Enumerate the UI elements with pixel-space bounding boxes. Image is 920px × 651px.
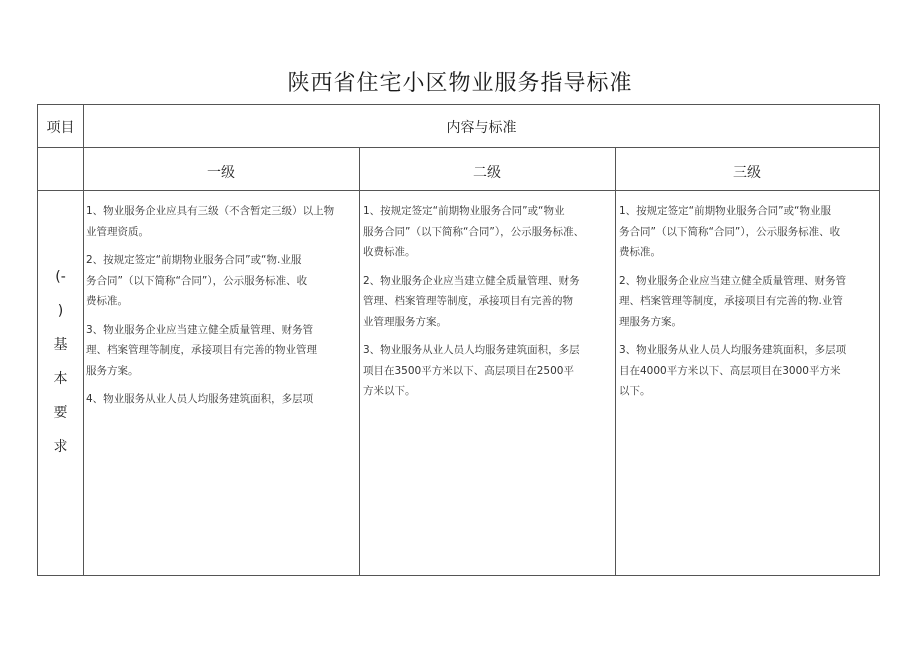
list-item <box>363 201 613 263</box>
text-line: 理、档案管理等制度，承接项目有完善的物.业管 <box>619 295 843 307</box>
list-item <box>619 271 877 333</box>
level3-content <box>619 201 877 410</box>
text-line: 理、档案管理等制度，承接项目有完善的物业管理 <box>86 344 317 356</box>
text-line: 以下。 <box>619 385 651 397</box>
list-item <box>86 320 356 382</box>
col-divider-level2 <box>615 147 616 575</box>
level2-content <box>363 201 613 410</box>
text-line: 费标准。 <box>86 295 128 307</box>
standards-table <box>37 104 880 576</box>
text-line: 费标准。 <box>619 246 661 258</box>
list-item <box>86 201 356 242</box>
header-level-1: 一级 <box>207 165 235 181</box>
text-line: 2、按规定签定“前期物业服务合同”或“物.业服 <box>86 254 302 266</box>
section-label-line: 求 <box>53 439 68 455</box>
text-line: 目在4000平方米以下、高层项目在3000平方米 <box>619 364 841 377</box>
text-line: 务合同”（以下简称“合同”），公示服务标准、收 <box>619 225 841 238</box>
text-line: 业管理资质。 <box>86 225 149 238</box>
text-line: 收费标准。 <box>363 246 416 258</box>
text-line: 4、物业服务从业人员人均服务建筑面积，多层项 <box>86 393 314 405</box>
text-line: 管理、档案管理等制度，承接项目有完善的物 <box>363 295 573 307</box>
text-line: 理服务方案。 <box>619 315 682 328</box>
text-line: 业管理服务方案。 <box>363 315 447 328</box>
col-divider-level1 <box>359 147 360 575</box>
header-content: 内容与标准 <box>446 120 517 136</box>
text-line: 服务方案。 <box>86 364 139 377</box>
list-item <box>619 340 877 402</box>
section-label-line: 基 <box>53 337 68 353</box>
list-item <box>619 201 877 263</box>
section-label-line: (- <box>55 269 66 285</box>
text-line: 3、物业服务企业应当建立健全质量管理、财务管 <box>86 323 314 336</box>
text-line: 1、按规定签定“前期物业服务合同”或“物业 <box>363 205 565 217</box>
section-label-line: 本 <box>53 371 68 387</box>
list-item <box>86 389 356 410</box>
section-label-line: ) <box>57 303 64 319</box>
row-divider-header <box>38 147 879 148</box>
list-item <box>86 250 356 312</box>
text-line: 1、按规定签定“前期物业服务合同”或“物业服 <box>619 205 831 217</box>
header-project: 项目 <box>46 120 75 136</box>
header-level-3: 三级 <box>733 165 761 181</box>
text-line: 服务合同”（以下简称“合同”），公示服务标准、 <box>363 225 585 238</box>
text-line: 2、物业服务企业应当建立健全质量管理、财务 <box>363 274 580 287</box>
text-line: 1、物业服务企业应具有三级（不含暂定三级）以上物 <box>86 205 335 217</box>
section-label <box>38 260 83 464</box>
section-label-line: 要 <box>53 405 68 421</box>
list-item <box>363 340 613 402</box>
text-line: 方米以下。 <box>363 385 416 397</box>
header-level-2: 二级 <box>473 165 501 181</box>
page-title: 陕西省住宅小区物业服务指导标准 <box>287 71 633 96</box>
level1-content <box>86 201 356 418</box>
list-item <box>363 271 613 333</box>
text-line: 项目在3500平方米以下、高层项目在2500平 <box>363 364 574 377</box>
text-line: 3、物业服务从业人员人均服务建筑面积，多层 <box>363 344 580 356</box>
text-line: 2、物业服务企业应当建立健全质量管理、财务管 <box>619 274 847 287</box>
row-divider-levels <box>38 190 879 191</box>
text-line: 3、物业服务从业人员人均服务建筑面积，多层项 <box>619 344 847 356</box>
text-line: 务合同”（以下简称“合同”），公示服务标准、收 <box>86 274 308 287</box>
